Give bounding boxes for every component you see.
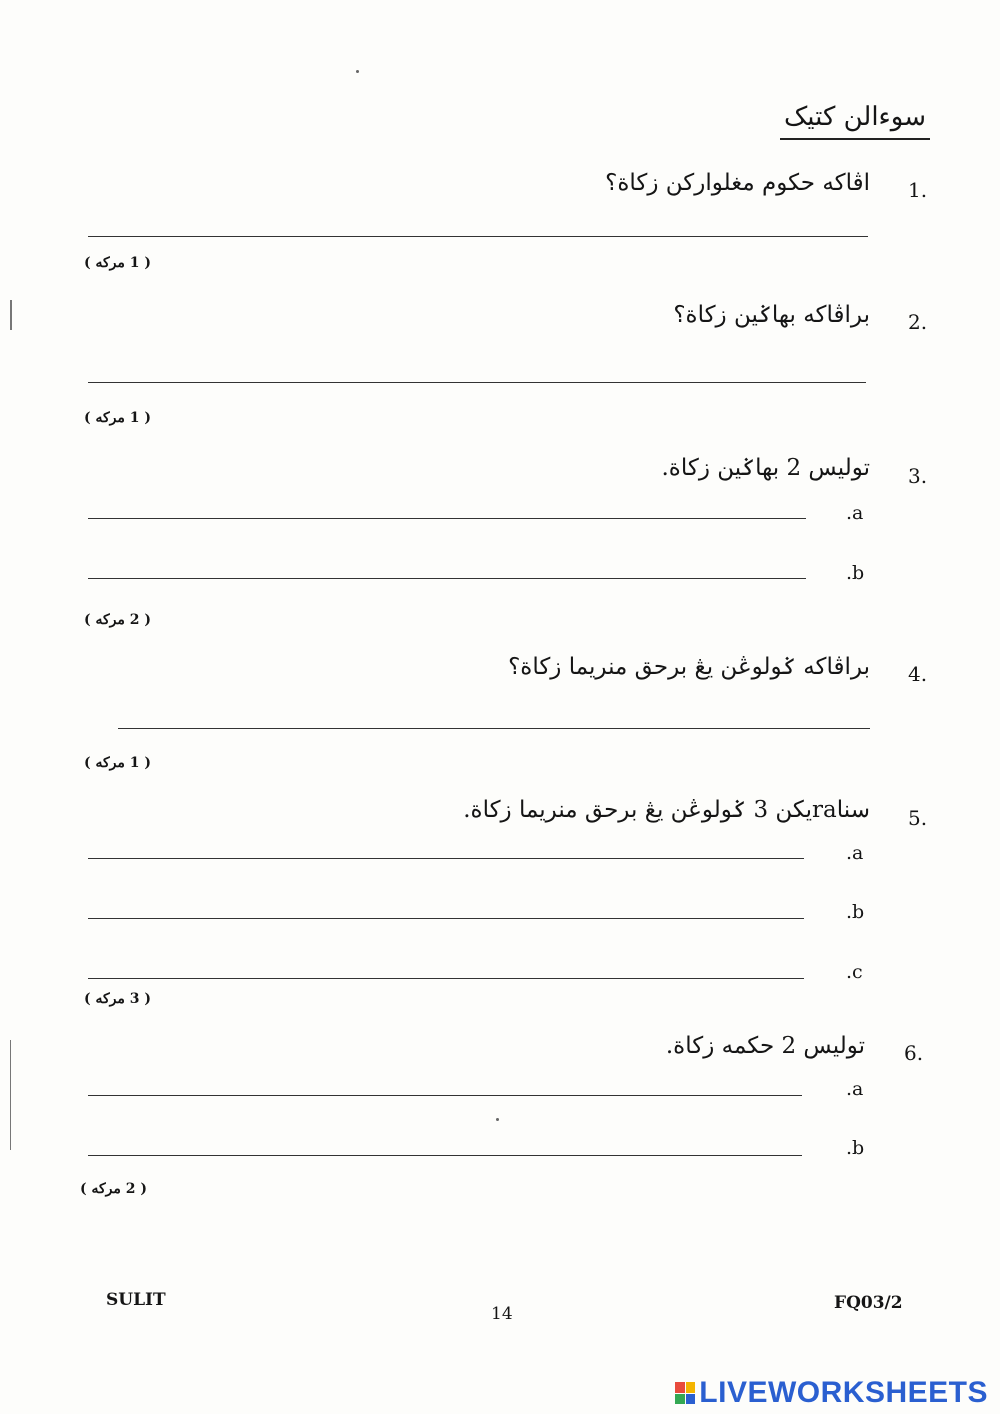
question-5-text: سناraيكن 3 ݢولوڠن يڠ برحق منريما زكاة. <box>463 797 870 823</box>
question-2-text: براڤاكه بهاݢين زكاة؟ <box>673 302 870 328</box>
marks-4: ( 1 مركه ) <box>84 755 152 771</box>
answer-line-4[interactable] <box>118 728 870 729</box>
marks-2: ( 1 مركه ) <box>84 410 152 426</box>
question-5-number: 5. <box>908 806 928 830</box>
scan-edge-mark <box>10 300 12 330</box>
question-3-number: 3. <box>908 464 928 488</box>
question-4-text: براڤاكه ݢولوڠن يڠ برحق منريما زكاة؟ <box>508 654 870 680</box>
question-3-text: توليس 2 بهاݢين زكاة. <box>661 455 870 481</box>
question-6-number: 6. <box>904 1041 924 1065</box>
answer-line-6a[interactable] <box>88 1095 802 1096</box>
liveworksheets-label: LIVEWORKSHEETS <box>699 1376 988 1409</box>
question-6-text: توليس 2 حكمه زكاة. <box>665 1033 865 1059</box>
answer-line-5b[interactable] <box>88 918 804 919</box>
part-label-3b: .b <box>846 562 865 584</box>
question-1-text: اڤاكه حكوم مغلواركن زكاة؟ <box>605 170 870 196</box>
question-1-number: 1. <box>908 178 928 202</box>
scan-edge-mark <box>10 1040 11 1150</box>
scan-speck <box>356 70 359 73</box>
marks-1: ( 1 مركه ) <box>84 255 152 271</box>
liveworksheets-logo-icon <box>675 1382 695 1404</box>
section-title: سوءالن كتيک <box>780 102 930 140</box>
footer-sulit: SULIT <box>106 1290 166 1310</box>
marks-6: ( 2 مركه ) <box>80 1181 148 1197</box>
part-label-5c: .c <box>846 961 863 983</box>
page-number: 14 <box>491 1304 513 1324</box>
question-4-number: 4. <box>908 662 928 686</box>
part-label-3a: .a <box>846 502 864 524</box>
answer-line-5a[interactable] <box>88 858 804 859</box>
answer-line-5c[interactable] <box>88 978 804 979</box>
part-label-6b: .b <box>846 1137 865 1159</box>
question-2-number: 2. <box>908 310 928 334</box>
answer-line-6b[interactable] <box>88 1155 802 1156</box>
answer-line-1[interactable] <box>88 236 868 237</box>
answer-line-3b[interactable] <box>88 578 806 579</box>
footer-code: FQ03/2 <box>834 1293 903 1313</box>
marks-5: ( 3 مركه ) <box>84 991 152 1007</box>
scan-speck <box>496 1118 499 1121</box>
marks-3: ( 2 مركه ) <box>84 612 152 628</box>
part-label-5a: .a <box>846 842 864 864</box>
answer-line-2[interactable] <box>88 382 866 383</box>
liveworksheets-logo <box>675 1376 988 1410</box>
part-label-5b: .b <box>846 901 865 923</box>
answer-line-3a[interactable] <box>88 518 806 519</box>
part-label-6a: .a <box>846 1078 864 1100</box>
